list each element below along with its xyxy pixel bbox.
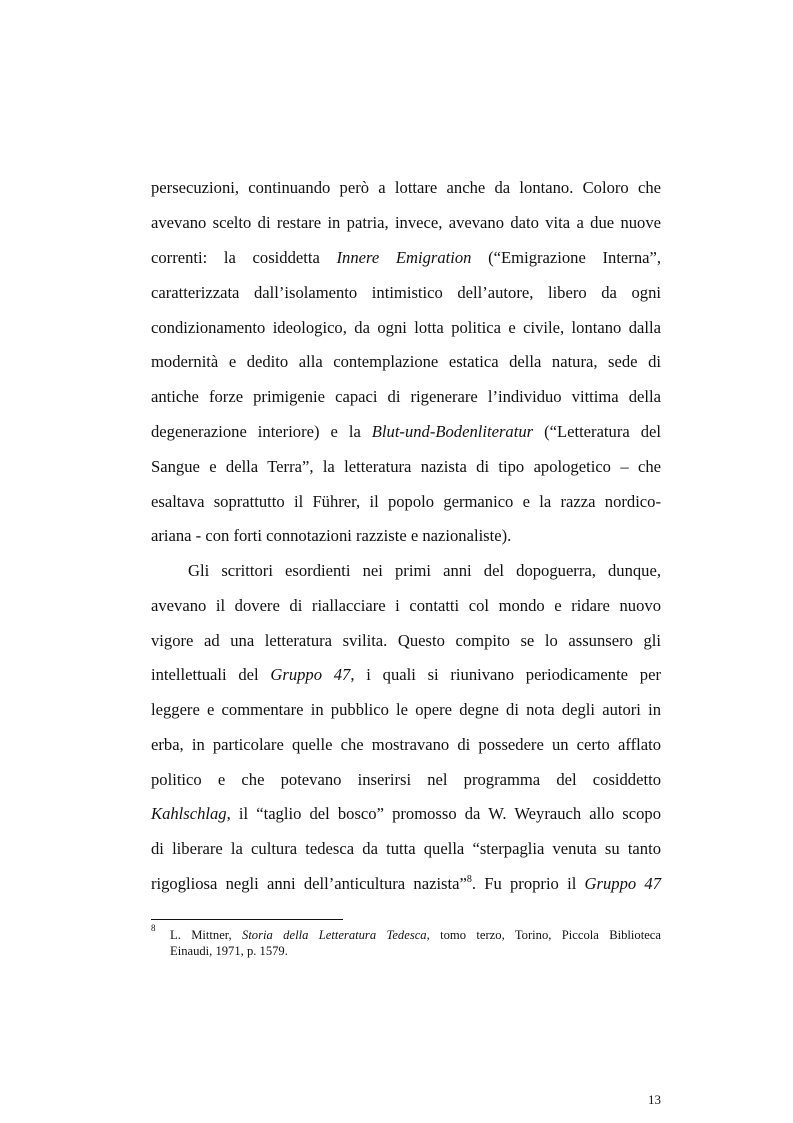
italic-term: Kahlschlag — [151, 804, 227, 823]
page-number: 13 — [648, 1092, 661, 1107]
footnote-reference: 8 — [466, 874, 472, 885]
body-line: vigore ad una letteratura svilita. Questo compito se lo assunsero gli — [151, 631, 661, 650]
footnote-line: Einaudi, 1971, p. 1579. — [170, 944, 288, 958]
body-line: condizionamento ideologico, da ogni lotta politica e civile, lontano dalla — [151, 318, 661, 337]
body-line: persecuzioni, continuando però a lottare anche da lontano. Coloro che — [151, 178, 661, 197]
body-line: politico e che potevano inserirsi nel programma del cosiddetto — [151, 770, 661, 789]
footnote-number: 8 — [151, 923, 156, 933]
footnote-separator — [151, 919, 343, 920]
body-line: Sangue e della Terra”, la letteratura nazista di tipo apologetico – che — [151, 457, 661, 476]
body-line: antiche forze primigenie capaci di rigenerare l’individuo vittima della — [151, 387, 661, 406]
italic-title: Storia della Letteratura Tedesca — [242, 928, 427, 942]
body-line: di liberare la cultura tedesca da tutta quella “sterpaglia venuta su tanto — [151, 839, 661, 858]
footnote-line: L. Mittner, Storia della Letteratura Tedesca, tomo terzo, Torino, Piccola Biblioteca — [170, 928, 661, 942]
italic-term: Gruppo 47 — [270, 665, 351, 684]
body-line: degenerazione interiore) e la Blut-und-Bodenliteratur (“Letteratura del — [151, 422, 661, 441]
body-line: intellettuali del Gruppo 47, i quali si riunivano periodicamente per — [151, 665, 661, 684]
body-line: caratterizzata dall’isolamento intimistico dell’autore, libero da ogni — [151, 283, 661, 302]
body-line: esaltava soprattutto il Führer, il popolo germanico e la razza nordico- — [151, 492, 661, 511]
italic-term: Blut-und-Bodenliteratur — [371, 422, 534, 441]
body-line: erba, in particolare quelle che mostravano di possedere un certo afflato — [151, 735, 661, 754]
body-line: correnti: la cosiddetta Innere Emigration (“Emigrazione Interna”, — [151, 248, 661, 267]
body-line: rigogliosa negli anni dell’anticultura nazista”$^8$. Fu proprio il Gruppo 47 — [151, 874, 662, 893]
italic-term: Gruppo 47 — [584, 874, 662, 893]
italic-term: Innere Emigration — [336, 248, 472, 267]
body-line: ariana - con forti connotazioni razziste e nazionaliste). — [151, 526, 512, 545]
body-line: avevano il dovere di riallacciare i contatti col mondo e ridare nuovo — [151, 596, 661, 615]
body-line: avevano scelto di restare in patria, invece, avevano dato vita a due nuove — [151, 213, 661, 232]
body-line: Kahlschlag, il “taglio del bosco” promosso da W. Weyrauch allo scopo — [151, 804, 661, 823]
body-line: Gli scrittori esordienti nei primi anni del dopoguerra, dunque, — [188, 561, 661, 580]
body-line: leggere e commentare in pubblico le opere degne di nota degli autori in — [151, 700, 661, 719]
body-line: modernità e dedito alla contemplazione estatica della natura, sede di — [151, 352, 661, 371]
